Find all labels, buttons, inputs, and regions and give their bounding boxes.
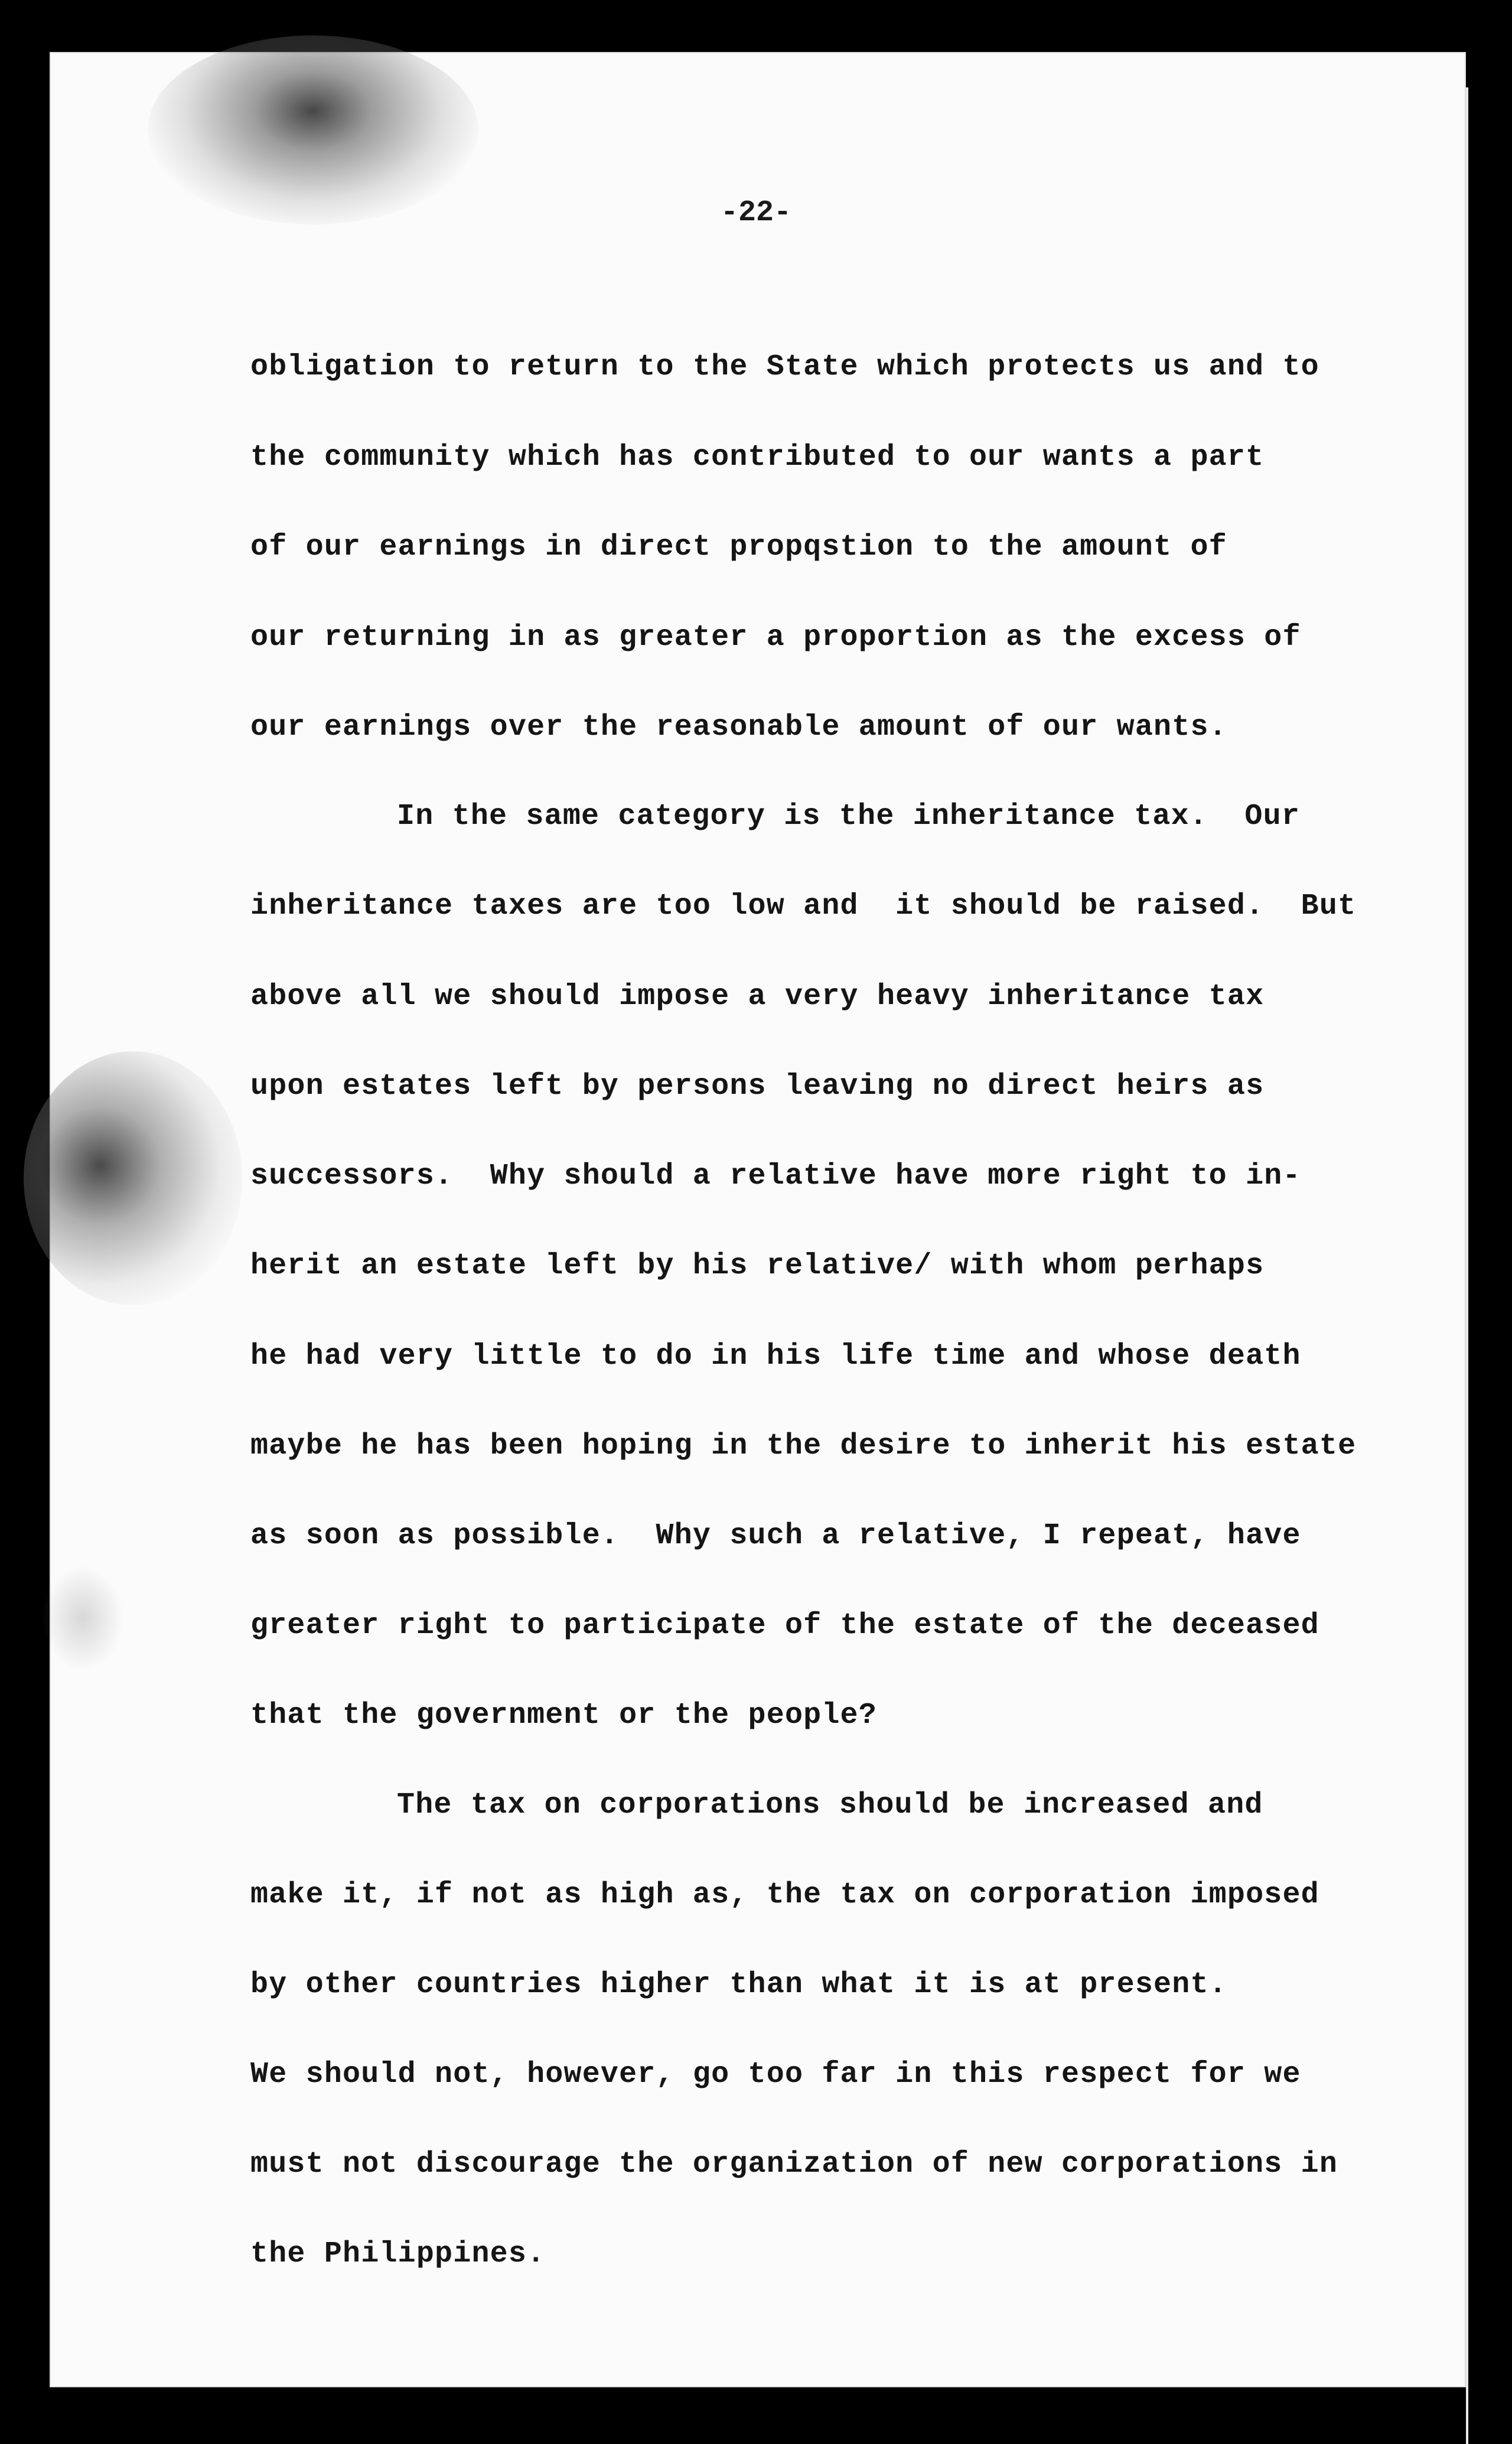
text-line: obligation to return to the State which protects us and to	[250, 350, 1319, 384]
document-page	[50, 52, 1466, 2387]
text-line: he had very little to do in his life time and whose death	[250, 1340, 1301, 1373]
text-line: our earnings over the reasonable amount of our wants.	[250, 711, 1227, 744]
text-line: inheritance taxes are too low and it should be raised. But	[250, 889, 1357, 923]
text-line: maybe he has been hoping in the desire to inherit his estate	[250, 1429, 1357, 1463]
text-line: make it, if not as high as, the tax on corporation imposed	[250, 1878, 1319, 1912]
text-line: greater right to participate of the estate of the deceased	[250, 1609, 1319, 1643]
text-line: by other countries higher than what it is at present.	[250, 1968, 1227, 2002]
text-line: of our earnings in direct propqstion to the amount of	[250, 530, 1227, 564]
page-number: -22-	[720, 196, 792, 230]
sheet-edge	[1466, 87, 1468, 2444]
text-line: as soon as possible. Why such a relative, I repeat, have	[250, 1519, 1301, 1553]
text-line: must not discourage the organization of new corporations in	[250, 2148, 1338, 2181]
text-line: In the same category is the inheritance tax. Our	[397, 800, 1301, 833]
text-line: herit an estate left by his relative/ with whom perhaps	[250, 1249, 1265, 1283]
text-line: The tax on corporations should be increased and	[397, 1788, 1263, 1822]
text-line: the community which has contributed to our wants a part	[250, 441, 1265, 474]
text-line: our returning in as greater a proportion as the excess of	[250, 621, 1301, 654]
text-line: above all we should impose a very heavy inheritance tax	[250, 980, 1265, 1014]
text-line: that the government or the people?	[250, 1699, 877, 1732]
text-line: successors. Why should a relative have more right to in-	[250, 1159, 1301, 1193]
text-line: the Philippines.	[250, 2237, 546, 2271]
text-line: We should not, however, go too far in this respect for we	[250, 2058, 1301, 2091]
text-line: upon estates left by persons leaving no direct heirs as	[250, 1070, 1265, 1103]
